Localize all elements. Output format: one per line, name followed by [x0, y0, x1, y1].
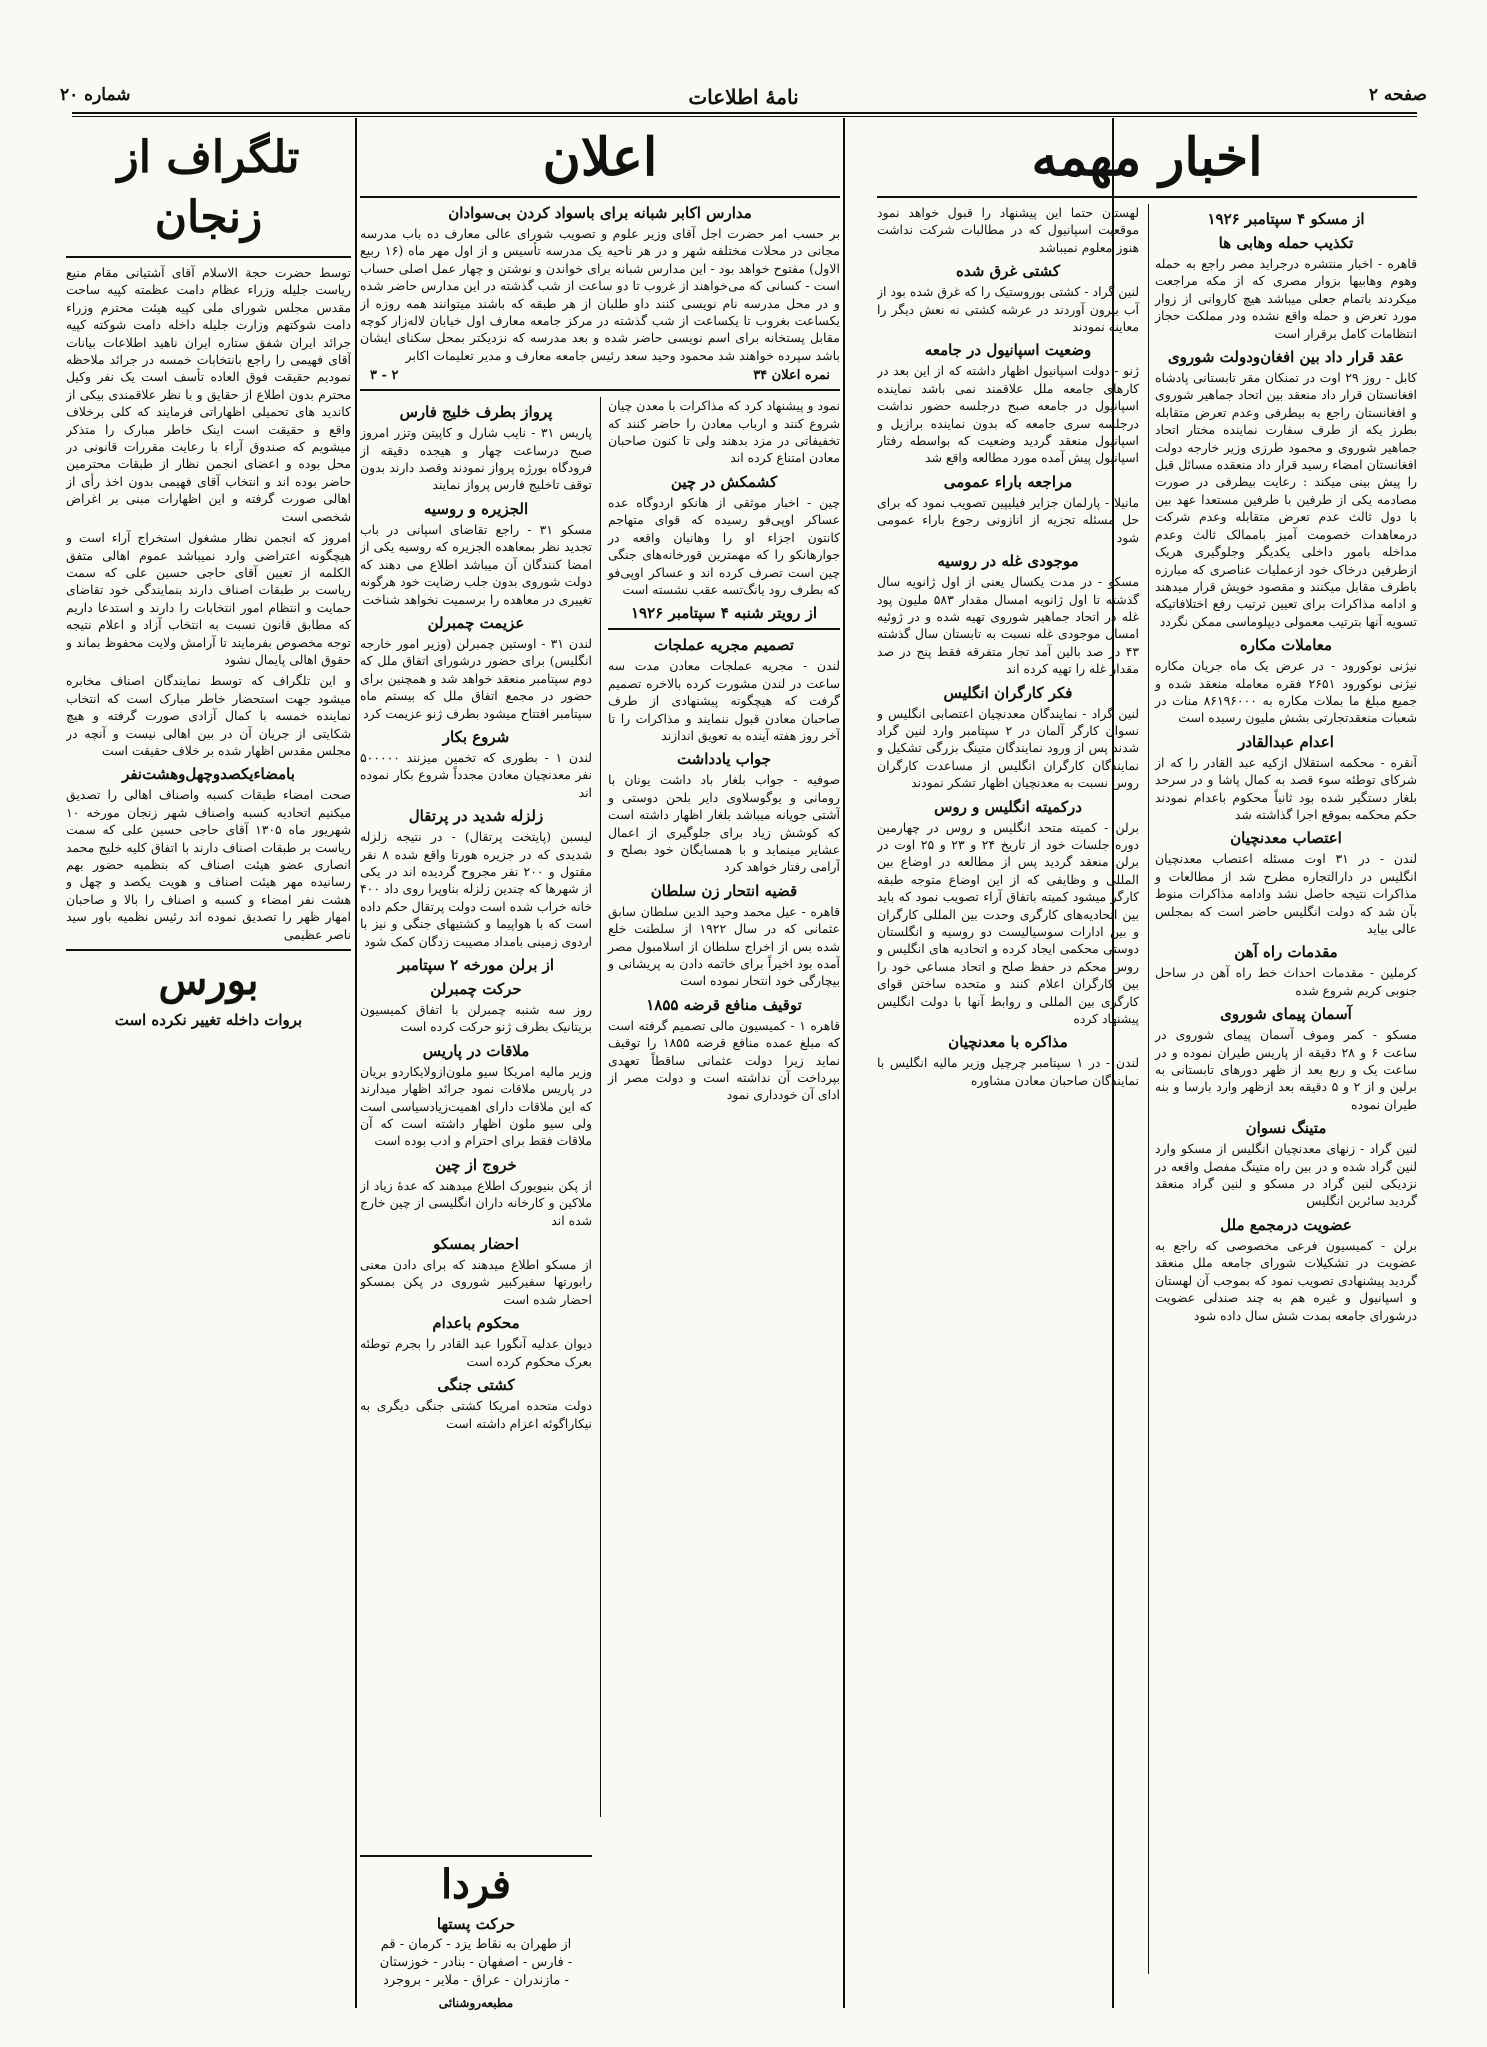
telegraph-section	[66, 128, 351, 2008]
headline: موجودی غله در روسيه	[937, 552, 1079, 571]
article-text: برلن - کميسيون فرعى مخصوصى که راجع به عضويت در تشکيلات شوراى جامعه ملل منعقد گرديد پيشنهادى تصويب نمود که بموجب آن لهستان و اسپانيول و غيره هم به چند صندلى عضويت درشوراى جامعه بمدت شش سال داده شود	[1155, 1237, 1417, 1323]
bourse-title: بورس	[158, 957, 259, 1005]
headline: عزيمت چمبرلن	[427, 613, 525, 632]
headline: فکر کارگران انگليس	[943, 683, 1073, 702]
article-text: لندن ۳۱ - اوستين چمبرلن (وزير امور خارجه انگليس) براى حضور درشوراى اتفاق ملل که دوم سپتامبر منعقد خواهد شد و همچنين براى حضور در مجمع اتفاق ملل که بيستم ماه سپتامبر افتتاح ميشود بطرف ژنو عزيمت کرد	[360, 635, 592, 721]
article-text: روز سه شنبه چمبرلن با اتفاق کميسيون بريتانيک بطرف ژنو حرکت کرده است	[360, 1002, 592, 1035]
headline: مقدمات راه آهن	[1234, 943, 1338, 962]
divider	[66, 949, 351, 951]
article-text: مانيلا - پارلمان جزاير فيليپين تصويب نمود که براى حل مسئله تجزيه از انازونى رجوع باراء عمومى شود	[877, 494, 1139, 545]
headline: توقيف منافع قرضه ۱۸۵۵	[646, 995, 802, 1014]
article-text: ليسبن (پايتخت پرتقال) - در نتيجه زلزله شديدى که در جزيره هورتا واقع شده ۸ نفر مقتول و ۲۰۰ نفر مجروح گرديده اند در يکى از شهرها که چندين زلزله بناوپرا روى داد ۴۰۰ خانه خراب شده است دولت پرتقال حکم داده است که با هواپيما و کشتيهاى جنگى و نيز با اردوى زمينى بامداد مصيبت زدگان کمک شود	[360, 829, 593, 949]
headline: معاملات مکاره	[1239, 636, 1333, 655]
headline: آسمان پيمای شوروی	[1220, 1005, 1352, 1024]
article-text: توسط حضرت حجة الاسلام آقای آشتيانى مقام منيع رياست جليله وزراء عظام دامت عظمته کپيه ساحت مقدس مجلس شوراى ملى کپيه هيئت محترم وزراء دامت شوکتهم وزارت جليله داخله دامت شوکته کپيه جرائد ايران شفق ستاره ايران ناهيد اطلاعات بيانات آقاى فهيمى را راجع بانتخابات خمسه در جرائد ملاحظه نموديم حقيقت فوق العاده تأسف است يک نفر وکيل محترم بدون اطلاع از حقايق و با نظر علاقمندى بيکى از کانديد هاى تحميلى اظهاراتى فرمايند که کلى برخلاف واقع و حقيقت است اينک خاطر مبارک را متذکر ميشويم که صندوق آراء با رعايت مقررات قانونى در محل بوده و اعضاى انجمن نظار از طبقات محترمين حاضر بوده اند و انتخاب آقاى فهيمى بدون اخذ رأى از اهالى صورت گرفته و اين اظهارات مبنى بر اغراض شخصى است	[66, 265, 351, 524]
column-divider	[355, 118, 357, 2008]
headline: احضار بمسکو	[433, 1235, 519, 1254]
headline: الجزيره و روسيه	[423, 499, 529, 518]
headline: پرواز بطرف خليج فارس	[399, 403, 553, 422]
headline: عقد قرار داد بين افغان‌ودولت شوروی	[1167, 348, 1405, 367]
post-box	[360, 1855, 592, 2010]
article-text: لندن - مجريه عملجات معادن مدت سه ساعت در لندن مشورت کرده بالاخره تصميم گرفت که هيچگونه پيشنهادى از طرف صاحبان معادن قبول ننمايند و مذاکرات را تا آخر روز هفته آينده به تعويق اندازند	[608, 658, 840, 743]
article-text: آنقره - محکمه استقلال ازکيه عبد القادر را که از شرکای توطئه سوء قصد به کمال پاشا و در سرحد بلغار دستگير شده بود ثانیاً محکوم باعدام نمودند حکم محکمه بموقع اجرا گذاشته شد	[1155, 754, 1417, 822]
news-subcolumn-left	[877, 204, 1139, 1093]
tomorrow-title: فردا	[440, 1861, 512, 1908]
article-text: لنين گراد - کشتى بوروستيک را که غرق شده بود از آب بيرون آوردند در عرشه کشتى نه نعش ديگر را معاينه نمودند	[877, 284, 1139, 335]
subcolumn-divider	[1148, 204, 1149, 1974]
headline: متينگ نسوان	[1245, 1119, 1327, 1138]
article-text: کرملين - مقدمات احداث خط راه آهن در ساحل جنوبى کريم شروع شده	[1155, 965, 1417, 998]
article-text: لهستان حتما اين پيشنهاد را قبول خواهد نمود موقعيت اسپانيول که در مطالبات شرکت نداشت هنوز معلوم نميباشد	[877, 205, 1139, 255]
article-text: لندن - در ۱ سپتامبر چرچيل وزير ماليه انگليس با نمايندگان صاحبان معادن مشاوره	[877, 1055, 1139, 1088]
headline: کشتی غرق شده	[955, 262, 1061, 281]
ad-headline: مدارس اکابر شبانه برای باسواد کردن بی‌سوادان	[448, 204, 752, 222]
signature-headline: بامضاءيکصدوچهل‌وهشت‌نفر	[122, 765, 295, 784]
article-text: و اين تلگراف که توسط نمايندگان اصناف مخابره ميشود جهت استحضار خاطر مبارک است که انتخاب نماينده خمسه با کمال آزادى صورت گرفته و هيچ شکايتى از جريان آن در بين اهالى نيست و آنچه در مجلس مقدس اظهار شده بر خلاف حقيقت است	[66, 673, 351, 758]
article-text: وزير ماليه امريکا سيو ملون‌ازولايکاردو بريان در پاريس ملاقات نمود جرائد اظهار ميدارند که اين ملاقات داراى اهميت‌زيادسياسى است ولى سيو ملون اظهار داشته است که آن ملاقات فقط براى احترام و ادب بوده است	[360, 1063, 592, 1149]
dateline: از مسکو ۴ سپتامبر ۱۹۲۶	[1207, 210, 1365, 228]
article-text: برلن - کميته متحد انگليس و روس در چهارمين دوره جلسات خود از تاريخ ۲۴ و ۲۳ و ۲۵ اوت در برلن منعقد گرديد پس از مطالعه در اوضاع بين المللى و وظايفى که از اين اوضاع متوجه طبقه کارگر ميشود کميته باتفاق آراء تصويب نمود که بايد بين اتحاديه‌هاى کارگرى وحدت بين المللى کارگران و بين ادارات سوسياليست دو روسيه و انگلستان دوستى محکمى ايجاد کرده و اتحاديه هاى انگليس و روس محکم در حفظ صلح و اتحاد مساعى خود را بين کارگران اعلام کنند و متحده ساختن قواى کارگرى بين المللى و روابط آنها با دولت انگليس پيشنهاد کرده	[877, 819, 1139, 1027]
article-text: مسکو - در مدت يکسال يعنى از اول ژانويه سال گذشته تا اول ژانويه امسال مقدار ۵۸۳ مليون پود غله در اتحاد جماهير شوروى تهيه شده و در ژوئيه امسال موجودى غله نسبت به تابستان سال گذشته ۴۳ در صد بالين آمد تجار متفرقه فقط پنج در صد مقدار غله را تهيه کرده اند	[877, 574, 1139, 677]
ad-number: نمره اعلان ۳۴	[753, 368, 830, 384]
article-text: کابل - روز ۲۹ اوت در تمنکان مقر تابستانی پادشاه افغانستان قرار داد منعقد بين اتحاد جماهير شوروى و افغانستان راجع به بيطرفى وعدم تعرض متقابله بطرز يکه از طرف سفارت نماينده مختار اتحاد جماهير شوروى و محمود طرزى وزير خارجه دولت افغانستان امضاء رسيد قرار داد منعقده مسائل قبل را پيش بينى ميکند : رعايت بيطرفى در صورت مصادمه يکى از طرفين با طرفين مستعدا عهد بين با دول ثالث عدم تعرض متقابله وعدم شرکت درمعاهدات خصومت آميز باممالک ثالث وعدم مداخله بامور داخلى يکديگر وجلوگيرى هريک ازطرفين درخاک خود ازعمليات عناصرى که مبارزه باطرف مقابل ميکنند و مقصود خويش قرار ميدهند و ادامه مذاکرات براى تعيين ترتيب رفع اختلافاتيکه تسويه آنها بترتيب معمولى ديپلوماسى ممکن نگردد	[1155, 370, 1417, 629]
headline: ملاقات در پاريس	[422, 1041, 530, 1060]
headline: زلزله شديد در پرتقال	[408, 807, 544, 826]
headline: محکوم باعدام	[432, 1314, 520, 1333]
column-divider	[843, 118, 845, 2008]
section-title: تلگراف از زنجان	[117, 132, 300, 243]
article-text: چين - اخبار موثقى از هانکو اردوگاه عده عساکر اوپى‌فو رسيده که قواى متهاجم کانتون اجزاء او را وهانيان واقعه در جوارهانکو را که مهمترين قورخانه‌هاى جنگى چين است تصرف کرده اند و عساکر اوپى‌فو که بطرف رود يانگ‌تسه عقب نشسته است	[608, 494, 840, 597]
article-text: نيژنى نوکورود - در عرض يک ماه جريان مکاره نيژنى نوکورود ۲۶۵۱ فقره معامله منعقد شده و جميع مبلغ ما بملات مکاره به ۸۶۱۹۶۰۰۰ منات در شعبات منعقدتجارتى بشش مليون رسيده است	[1155, 658, 1417, 726]
article-text: مسکو ۳۱ - راجع تقاضاى اسپانى در باب تجديد نظر بمعاهده الجزيره که روسيه يکى از امضا کنندگان آن ميباشد اطلاع مى دهند که دولت شوروى بدون جلب رضايت خود هرگونه تغييرى در معاهده را برسميت نخواهد شناخت	[360, 521, 592, 607]
article-text: ژنو - دولت اسپانيول اظهار داشته که از اين بعد در کارهاى جامعه ملل علاقمند نمى باشد نماينده اسپانيول در جامعه صبح درجلسه حضور نداشت درجلسه سرى جامعه که بدون نماينده برازيل و اسپانيول منعقد گرديد وضعيت که بواسطه رفتار اسپانيول پيش آمده مورد مطالعه واقع شد	[877, 363, 1139, 466]
headline: عضويت درمجمع ملل	[1220, 1215, 1352, 1234]
article-text: ديوان عدليه آنگورا عبد القادر را بجرم توطئه بعرک محکوم کرده است	[360, 1336, 592, 1369]
article-text: قاهره - عيل محمد وحيد الدين سلطان سابق عثمانى که در سال ۱۹۲۲ از سلطنت خلع شده بس از اخراج سلطان از اسلامبول مصر آمده بود اخيراً براى خاتمه دادن به پريشانى و بيچارگى خود انتحار نموده است	[608, 903, 840, 989]
article-text: قاهره - اخبار منتشره درجرايد مصر راجع به حمله وهوم وهابيها بزوار مصرى که از مکه مراجعت ميکردند باتمام جعلى ميباشد هيچ کاروانى از زوار مورد تعرض و حمله واقع نشده ودر مملکت حجاز انتظامات کامل برقرار است	[1155, 256, 1417, 341]
bourse-note: بروات داخله تغيير نکرده است	[114, 1011, 303, 1030]
divider	[360, 196, 840, 198]
headline: وضعيت اسپانيول در جامعه	[924, 341, 1092, 360]
subcolumn-divider	[600, 397, 601, 1817]
headline: کشتی جنگی	[437, 1376, 515, 1395]
dateline: از رويتر شنبه ۴ سپتامبر ۱۹۲۶	[631, 604, 817, 623]
dateline: از برلن مورخه ۲ سپتامبر	[397, 956, 555, 974]
header-rule	[72, 112, 1417, 114]
divider	[66, 256, 351, 258]
article-text: لندن ۱ - بطورى که تخمين ميزنند ۵۰۰۰۰۰ نفر معدنچيان معادن مجدداً شروع بکار نموده اند	[360, 749, 592, 800]
headline: شروع بکار	[442, 727, 510, 746]
post-line: - فارس - اصفهان - بنادر - خوزستان	[379, 1955, 573, 1970]
ads-subcolumn-right	[608, 397, 840, 1108]
divider	[608, 628, 840, 630]
article-text: صوفيه - جواب بلغار باد داشت يونان با رومانى و يوگوسلاوى داير بلحن دوستى و آشتى جويانه ميباشد بلغار اظهار داشته است که کوشش زياد براى جلوگيرى از اعمال عشاير مينمايد و با همسايگان خود بصلح و آرامى رفتار خواهد کرد	[608, 772, 840, 875]
ad-text: بر حسب امر حضرت اجل آقاى وزير علوم و تصويب شوراى عالى معارف ده باب مدرسه مجانى در محلات مختلفه شهر و در هر ناحيه يک مدرسه تأسيس و از اول مهر ماه (۱۶ ربيع الاول) مفتوح خواهد بود - اين مدارس شبانه براى خواندن و نوشتن و چهار عمل اصلى حساب است - کسانى که مى‌خواهند از غروب تا دو ساعت از شب گذشته در اين مدارس حاضر شده و در محل مدرسه نام نويسى کنند داو طلبان از هر طبقه که باشند ميتوانند همه روزه از يکساعت بغروب تا يکساعت از شب گذشته در مرکز جامعه معارف اول خيابان لاله‌زار کوچه مقابل پستخانه براى اسم نويسى حاضر شده و بعد مدرسه که نزديکتر بمحل سکناى ايشان باشد سپرده خواهند شد محمود وحيد سعد رئيس جامعه معارف و مدير تعليمات اکابر	[360, 226, 840, 363]
headline: کشمکش در چين	[670, 472, 778, 491]
news-subcolumn-right	[1155, 204, 1417, 1328]
ads-section	[360, 128, 840, 2008]
headline: تصميم مجريه عملجات	[654, 636, 794, 655]
ads-subcolumn-left	[360, 397, 592, 1436]
article-text: پاريس ۳۱ - نايب شارل و کاپيتن وتزر امروز صبح درساعت چهار و هيجده دقيقه از فرودگاه بورژه پرواز نمودند وقصد دارند بدون توقف تاخليج فارس پرواز نمايند	[360, 425, 592, 493]
header-rule-thin	[72, 116, 1417, 117]
headline: مذاکره با معدنچيان	[948, 1033, 1068, 1052]
headline: اعدام عبدالقادر	[1238, 732, 1334, 751]
issue-number: شماره ۲۰	[60, 85, 131, 105]
printer-name: مطبعه‌روشنائی	[438, 1996, 514, 2010]
article-text: نمود و پيشنهاد کرد که مذاکرات با معدن چيان شروع کنند و ارباب معادن را حاضر کنند که تخفيفاتى در مزد بدهند ولى تا کنون صاحبان معادن امتناع کرده اند	[608, 398, 840, 466]
section-title: اخبار مهمه	[1031, 128, 1263, 188]
headline: درکميته انگليس و روس	[934, 797, 1082, 816]
ad-dates: ۲ - ۳	[370, 368, 399, 384]
divider	[877, 196, 1417, 198]
news-section	[877, 128, 1417, 2008]
article-text: دولت متحده امريکا کشتى جنگى ديگرى به نيکاراگوئه اعزام داشته است	[360, 1398, 592, 1431]
article-text: از مسکو اطلاع ميدهند که براى دادن معنى رابورتها سفيرکبير شوروى در پکن بمسکو احضار شده است	[360, 1257, 592, 1307]
headline: حرکت پستها	[436, 1915, 516, 1933]
headline: جواب يادداشت	[676, 750, 772, 769]
article-text: لنين گراد - نمايندگان معدنچيان اعتصابى انگليس و نسوان کارگر آلمان در ۲ سپتامبر وارد لنين گراد شدند پس از ورود نمايندگان متينگ بزرگى تشکيل و نمايندگان کارگران انگليس از مساعدت کارگران روس نسبت به معدنچيان اظهار تشکر نمودند	[877, 705, 1139, 791]
post-line: از طهران به نقاط یزد - کرمان - قم	[380, 1937, 572, 1952]
divider	[360, 389, 840, 391]
article-text: لندن - در ۳۱ اوت مسئله اعتصاب معدنچيان انگليس در دارالتجاره مطرح شد از مطالعات و مذاکرات نتيجه حاصل نشد وادامه مذاکرات منوط بآن شد که دولت انگليس حاضر است که بمجلس عالى بيايد	[1155, 851, 1417, 936]
article-text: لنين گراد - زنهاى معدنچيان انگليس از مسکو وارد لنين گراد شده و در بين راه متينگ مفصل واقعه در نزديکى لنين گراد در مسکو و لنين گراد منعقد گرديد سائرين انگليس	[1155, 1141, 1417, 1209]
post-line: - مازندران - عراق - ملاير - بروجرد	[383, 1973, 569, 1988]
article-text: مسکو - کمر وموف آسمان پيماى شوروی در ساعت ۶ و ۲۸ دقيقه از پاريس طيران نموده و در ساعت یک و ربع بعد از ظهر دورهای تابستانى به برلين و از ۲ و ۵ دقيقه بعد ازظهر وارد بارسا و بنه طيران نموده	[1155, 1027, 1417, 1112]
headline: تکذیب حمله وهابی ها	[1218, 234, 1354, 252]
headline: اعتصاب معدنچيان	[1230, 829, 1342, 848]
newspaper-name: نامهٔ اطلاعات	[688, 85, 799, 109]
headline: مراجعه باراء عمومی	[943, 472, 1073, 491]
page-number: صفحه ۲	[1368, 85, 1427, 105]
section-title: اعلان	[542, 128, 658, 188]
article-text: قاهره ۱ - کميسيون مالى تصميم گرفته است که مبلغ عمده منافع قرضه ۱۸۵۵ را توقيف نمايد زيرا دولت عثمانى ساقطاً تعهدى بپرداخت آن نداشته است و دولت مصر از ادای آن خوددارى نمود	[608, 1017, 840, 1103]
headline: خروج از چين	[435, 1155, 517, 1174]
headline: حرکت چمبرلن	[430, 980, 522, 998]
headline: قضيه انتحار زن سلطان	[650, 881, 798, 900]
article-text: از پکن بنيويورک اطلاع ميدهند که عدۀ زياد از ملاکين و کارخانه داران انگليسى از چين خارج شده اند	[360, 1177, 592, 1228]
article-text: امروز که انجمن نظار مشغول استخراج آراء است و هيچگونه اعتراضى وارد نميباشد عموم اهالى متفق الکلمه از تعيين آقاى حاجى حسين على که سمت رياست بر طبقات اصناف دارند بنمايندگى خود تقاضاى حمايت و انتظام امور انتخابات را دارند و استدعا داريم که مطابق قانون نسبت به انتخاب آزاد و اعلام نتيجه توجه مخصوص بفرمايند تا آرامش ولايت محفوظ بماند و حقوق اهالى پايمال نشود	[66, 530, 351, 667]
article-text: صحت امضاء طبقات کسبه واصناف اهالى را تصديق ميکنيم اتحاديه کسبه واصناف شهر زنجان مورخه ۱۰ شهريور ماه ۱۳۰۵ آقاى حاجى حسين على که سمت رياست بر طبقات اصناف دارند با اتفاق کليه خليج محمد انصارى عضو هيئت اصناف که بنظميه حضور بهم رسانيده مهر هيئت اصناف و هويت يکصد و چهل و هشت نفر امضاء و کسبه و اصناف را بالا و صاحبان امهار ظهر را تصديق نموده اند رئيس نظميه باور سيد ناصر عظيمى	[66, 787, 351, 942]
